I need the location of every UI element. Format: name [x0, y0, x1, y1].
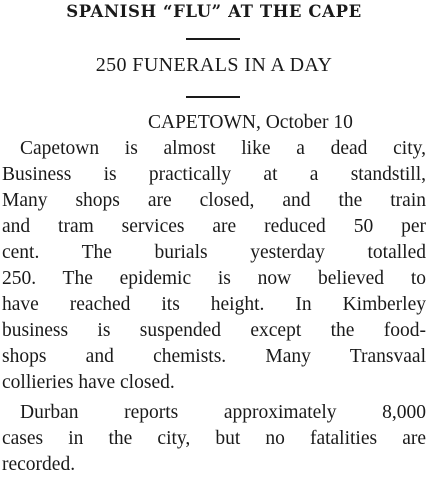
dateline: CAPETOWN, October 10 — [148, 112, 353, 133]
paragraph-line: have reached its height. In Kimberley — [2, 294, 426, 315]
subheadline-divider — [186, 96, 240, 98]
paragraph-line: Business is practically at a standstill, — [2, 164, 426, 185]
headline-divider — [186, 38, 240, 40]
paragraph-line: cases in the city, but no fatalities are — [2, 428, 426, 449]
paragraph-line: and tram services are reduced 50 per — [2, 216, 426, 237]
paragraph-line: cent. The burials yesterday totalled — [2, 242, 426, 263]
paragraph-line: shops and chemists. Many Transvaal — [2, 346, 426, 367]
subheadline: 250 FUNERALS IN A DAY — [95, 54, 333, 76]
paragraph-line: collieries have closed. — [2, 372, 175, 393]
paragraph-line: recorded. — [2, 454, 76, 475]
headline: SPANISH “FLU” AT THE CAPE — [66, 2, 362, 21]
paragraph-line: Capetown is almost like a dead city, — [20, 138, 426, 159]
paragraph-line: Many shops are closed, and the train — [2, 190, 426, 211]
paragraph-line: 250. The epidemic is now believed to — [2, 268, 426, 289]
paragraph-line: business is suspended except the food- — [2, 320, 426, 341]
paragraph-line: Durban reports approximately 8,000 — [20, 402, 426, 423]
